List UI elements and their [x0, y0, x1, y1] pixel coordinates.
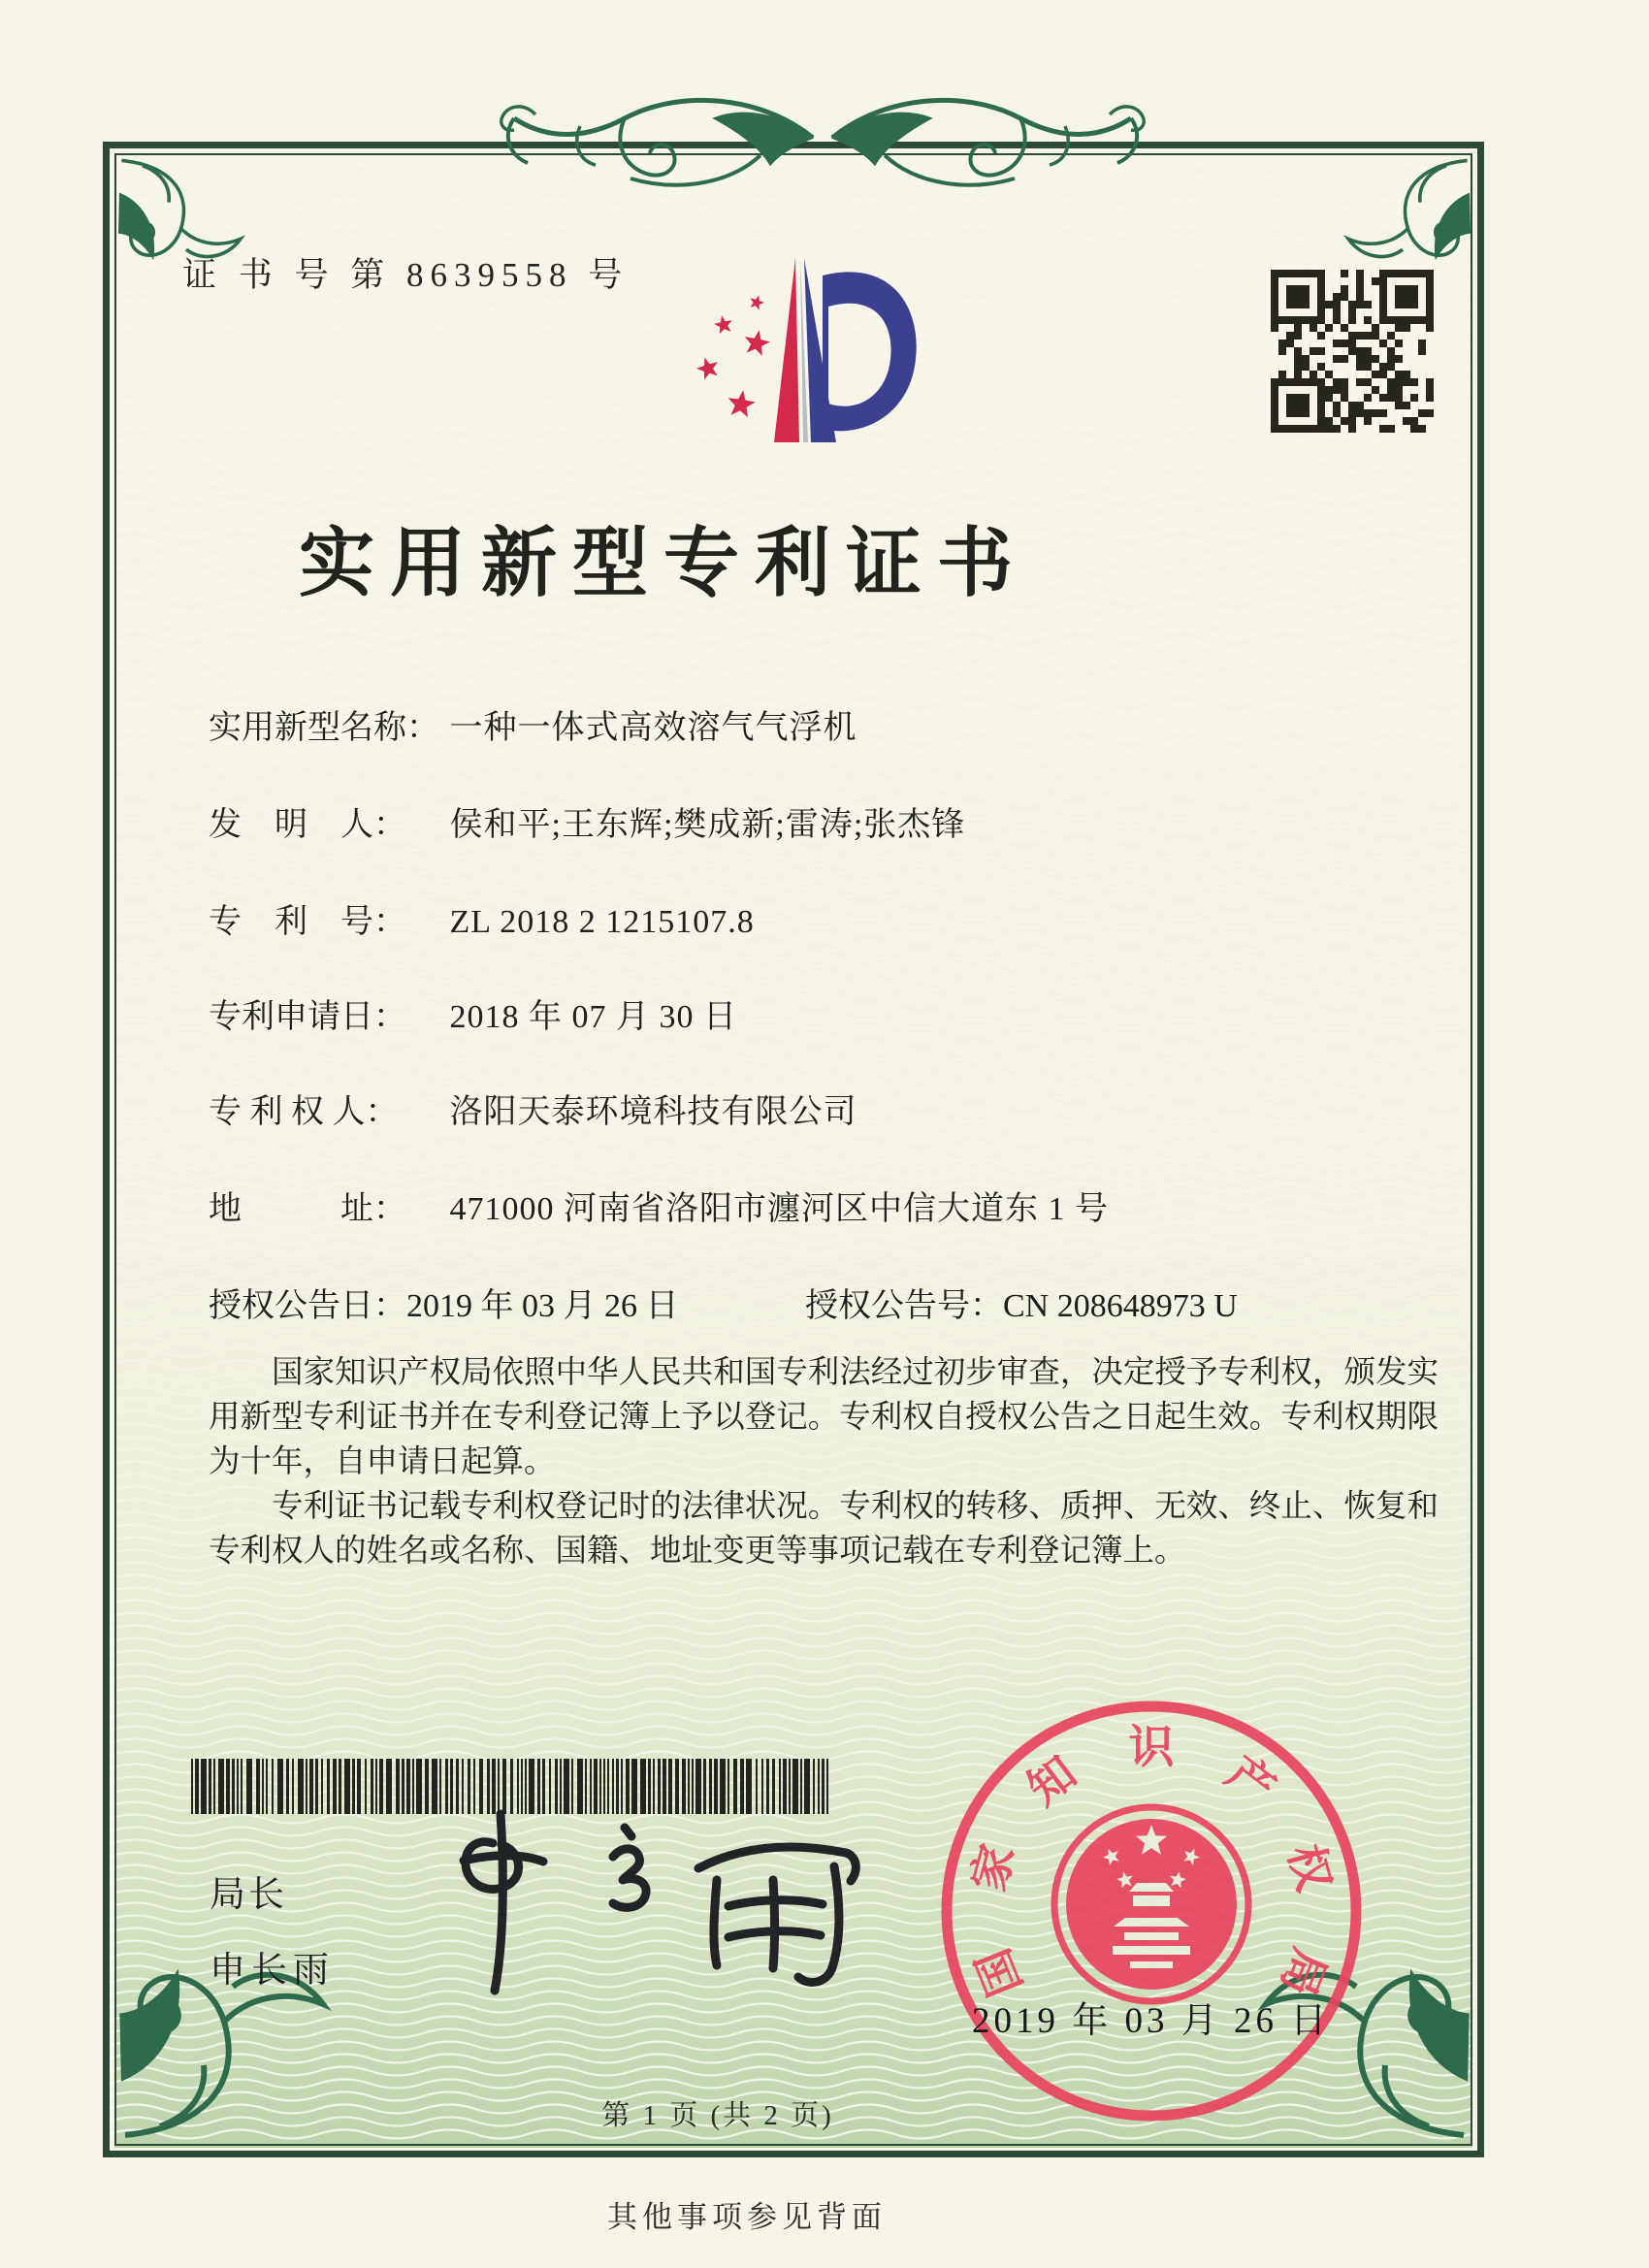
grant-no: CN 208648973 U — [1003, 1288, 1238, 1324]
grant-date: 2019 年 03 月 26 日 — [406, 1288, 679, 1324]
field-label: 发 明 人： — [209, 807, 406, 843]
field-label: 地 址： — [209, 1191, 406, 1227]
qr-code — [1271, 270, 1434, 433]
field-value: 2018 年 07 月 30 日 — [449, 999, 737, 1035]
director-label: 局长 — [210, 1875, 287, 1915]
field-row-patentee — [209, 1085, 857, 1132]
field-row-patent-no — [209, 894, 755, 942]
signature — [407, 1797, 912, 2020]
cnipa-logo-icon — [679, 233, 931, 516]
svg-text:知: 知 — [1018, 1747, 1086, 1816]
grant-date-label: 授权公告日： — [209, 1288, 406, 1324]
field-row-name — [209, 700, 857, 748]
page-number: 第 1 页 (共 2 页) — [601, 2100, 834, 2131]
svg-text:家: 家 — [963, 1839, 1025, 1897]
legal-paragraph-1: 国家知识产权局依照中华人民共和国专利法经过初步审查，决定授予专利权，颁发实用新型专利证书并在专利登记簿上予以登记。专利权自授权公告之日起生效。专利权期限为十年，自申请日起算。 — [209, 1355, 1439, 1479]
back-note: 其他事项参见背面 — [607, 2200, 887, 2234]
field-label: 专 利 号： — [209, 904, 406, 940]
field-value: 471000 河南省洛阳市瀍河区中信大道东 1 号 — [449, 1191, 1109, 1227]
svg-text:局: 局 — [1270, 1941, 1335, 2003]
field-row-address — [209, 1182, 1109, 1229]
director-name: 申长雨 — [210, 1951, 335, 1991]
svg-text:产: 产 — [1216, 1747, 1284, 1816]
field-label: 专 利 权 人： — [209, 1094, 399, 1130]
field-value: 侯和平;王东辉;樊成新;雷涛;张杰锋 — [449, 807, 966, 843]
legal-paragraph-2: 专利证书记载专利权登记时的法律状况。专利权的转移、质押、无效、终止、恢复和专利权人的姓名或名称、国籍、地址变更等事项记载在专利登记簿上。 — [209, 1489, 1439, 1569]
field-row-inventors — [209, 797, 965, 845]
svg-text:识: 识 — [1128, 1723, 1175, 1773]
field-row-filing-date — [209, 989, 737, 1037]
svg-text:国: 国 — [968, 1941, 1033, 2003]
field-value: 一种一体式高效溶气气浮机 — [449, 710, 857, 746]
svg-text:权: 权 — [1277, 1839, 1340, 1897]
grant-no-label: 授权公告号： — [805, 1288, 1003, 1324]
legal-text — [209, 1350, 1439, 1573]
certificate-number: 证 书 号 第 8639558 号 — [182, 256, 630, 294]
grant-row — [209, 1279, 1460, 1326]
field-value: ZL 2018 2 1215107.8 — [449, 904, 755, 940]
field-label: 实用新型名称： — [209, 710, 439, 746]
field-value: 洛阳天泰环境科技有限公司 — [449, 1094, 857, 1130]
official-seal — [933, 1696, 1370, 2132]
seal-date: 2019 年 03 月 26 日 — [972, 2001, 1331, 2041]
certificate-title: 实用新型专利证书 — [299, 521, 1029, 605]
field-label: 专利申请日： — [209, 999, 406, 1035]
